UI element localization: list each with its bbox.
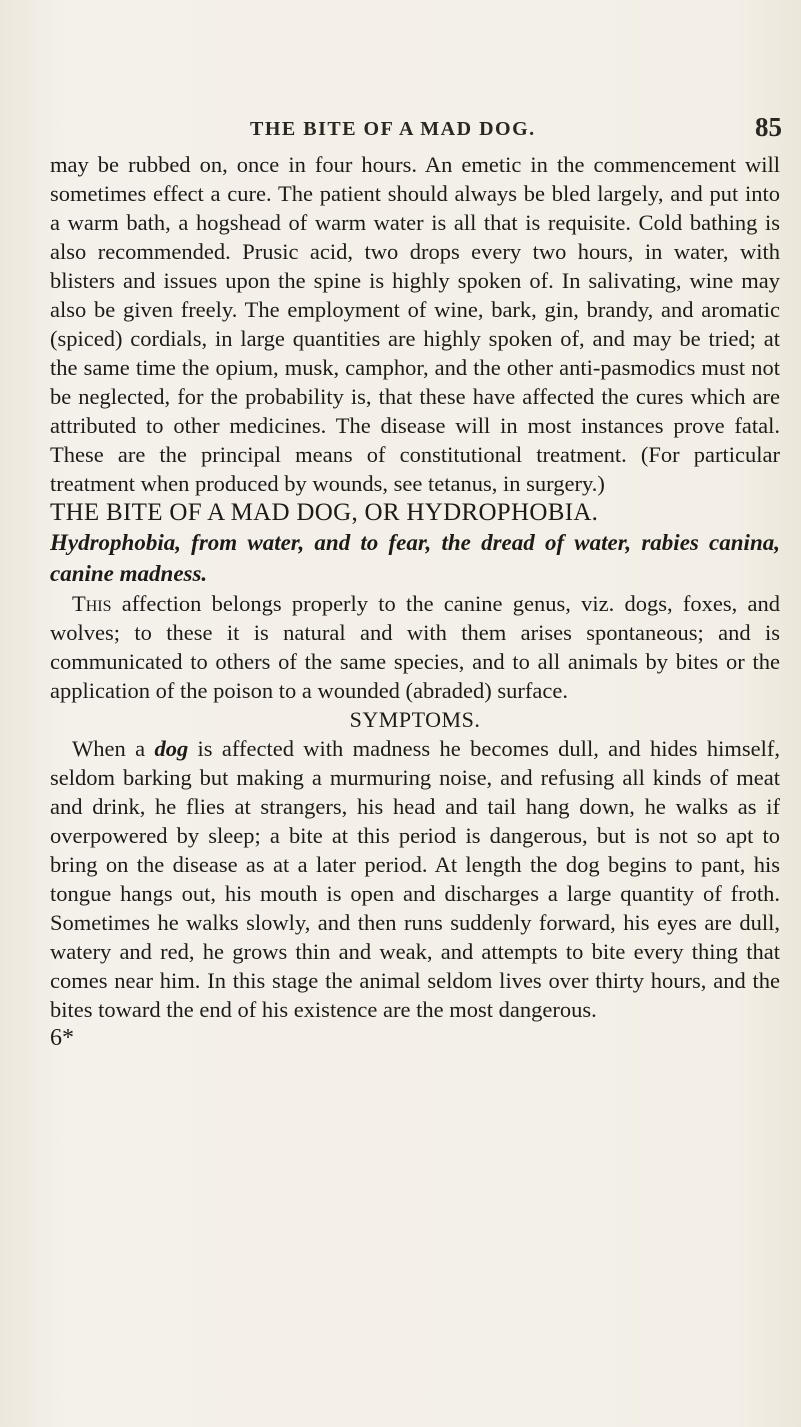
- running-head-title: THE BITE OF A MAD DOG.: [250, 118, 536, 140]
- definition-line: Hydrophobia, from water, and to fear, the dread of water, rabies canina, canine madness.: [50, 530, 780, 586]
- paragraph-symptoms-rest: is affected with madness he becomes dull, and hides himself, seldom barking but making a murmuring noise, and refusing all kinds of meat and drink, he flies at strangers, his head and tail hang down, he walks as if overpowered by sleep; a bite at this period is dangerous, but is not so apt to bring on the disease as at a later period. At length the dog begins to pant, his tongue hangs out, his mouth is open and discharges a large quantity of froth. Sometimes he walks slowly, and then runs suddenly forward, his eyes are dull, watery and red, he grows thin and weak, and attempts to bite every thing that comes near him. In this stage the animal seldom lives over thirty hours, and the bites toward the end of his existence are the most dangerous.: [50, 736, 780, 1022]
- signature-mark: 6*: [50, 1025, 74, 1051]
- paragraph-lead-word: This: [72, 591, 112, 616]
- paragraph-affection-text: affection belongs properly to the canine genus, viz. dogs, foxes, and wolves; to these it is natural and with them arises spontaneous; and is communicated to others of the same species, and to all animals by bites or the application of the poison to a wounded (abraded) surface.: [50, 591, 780, 703]
- paragraph-symptoms-start: When a: [72, 736, 155, 761]
- body-text: [50, 150, 780, 1052]
- paragraph-symptoms: [50, 734, 780, 1024]
- paragraph-symptoms-italic: dog: [154, 736, 189, 761]
- page-number: 85: [755, 112, 782, 142]
- paragraph-affection: [50, 589, 780, 705]
- running-head: [250, 112, 782, 142]
- section-heading: THE BITE OF A MAD DOG, OR HYDROPHOBIA.: [50, 499, 599, 526]
- paragraph-treatment: may be rubbed on, once in four hours. An emetic in the commencement will sometimes effect a cure. The patient should always be bled largely, and put into a warm bath, a hogshead of warm water is all that is requisite. Cold bathing is also recommended. Prusic acid, two drops every two hours, in water, with blisters and issues upon the spine is highly spoken of. In salivating, wine may also be given freely. The employment of wine, bark, gin, brandy, and aromatic (spiced) cordials, in large quantities are highly spoken of, and may be tried; at the same time the opium, musk, camphor, and the other anti-pasmodics must not be neglected, for the probability is, that these have affected the cures which are attributed to other medicines. The disease will in most instances prove fatal. These are the principal means of constitutional treatment. (For particular treatment when produced by wounds, see tetanus, in surgery.): [50, 152, 780, 496]
- symptoms-heading: SYMPTOMS.: [349, 707, 481, 732]
